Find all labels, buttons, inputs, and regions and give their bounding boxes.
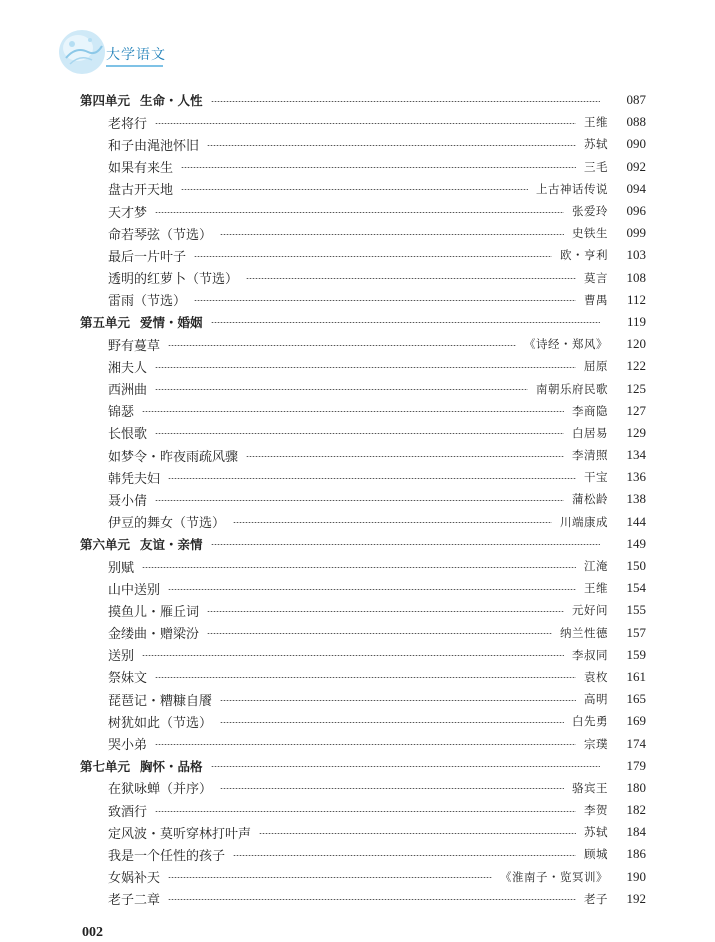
entry-author: 三毛	[584, 159, 608, 174]
toc-entry[interactable]	[80, 843, 646, 865]
entry-title: 命若琴弦（节选）	[108, 227, 213, 243]
entry-author: 史铁生	[572, 226, 608, 241]
toc-entry[interactable]	[80, 821, 646, 843]
page-ref: 159	[626, 646, 646, 662]
unit-heading	[80, 91, 203, 109]
entry-author: 李贺	[584, 803, 608, 818]
dot-leader	[220, 788, 564, 789]
dot-leader	[168, 345, 516, 346]
entry-author: 李商隐	[572, 403, 608, 418]
entry-title: 伊豆的舞女（节选）	[108, 516, 226, 532]
dot-leader	[168, 899, 576, 900]
entry-title: 在狱咏蝉（并序）	[108, 782, 213, 798]
page-ref: 129	[626, 424, 646, 440]
toc-entry[interactable]	[80, 710, 646, 732]
entry-title: 摸鱼儿・雁丘词	[108, 604, 200, 620]
entry-author: 南朝乐府民歌	[536, 381, 608, 396]
unit-number: 第四单元	[80, 93, 131, 109]
dot-leader	[211, 322, 600, 323]
dot-leader	[155, 500, 564, 501]
entry-title: 山中送别	[108, 582, 161, 598]
toc-entry[interactable]	[80, 289, 646, 311]
toc-unit-heading[interactable]	[80, 89, 646, 111]
dot-leader	[259, 833, 576, 834]
entry-title: 致酒行	[108, 804, 148, 820]
entry-title: 如梦令・昨夜雨疏风骤	[108, 449, 239, 465]
dot-leader	[168, 589, 576, 590]
entry-title: 老子二章	[108, 893, 161, 909]
toc-entry[interactable]	[80, 577, 646, 599]
page-ref: 120	[626, 336, 646, 352]
toc-entry[interactable]	[80, 444, 646, 466]
entry-title: 盘古开天地	[108, 183, 174, 199]
toc-entry[interactable]	[80, 666, 646, 688]
entry-title: 野有蔓草	[108, 338, 161, 354]
page-ref: 150	[626, 558, 646, 574]
entry-author: 《诗经・郑风》	[524, 337, 608, 352]
dot-leader	[142, 655, 564, 656]
entry-author: 王维	[584, 115, 608, 130]
entry-title: 老将行	[108, 116, 148, 132]
page-ref: 134	[626, 447, 646, 463]
entry-title: 韩凭夫妇	[108, 471, 161, 487]
dot-leader	[142, 567, 576, 568]
entry-author: 干宝	[584, 470, 608, 485]
page-ref: 119	[626, 313, 646, 329]
entry-author: 高明	[584, 692, 608, 707]
entry-author: 顾城	[584, 847, 608, 862]
entry-author: 李清照	[572, 448, 608, 463]
page-ref: 149	[626, 535, 646, 551]
entry-author: 欧・亨利	[560, 248, 608, 263]
toc-entry[interactable]	[80, 866, 646, 888]
dot-leader	[207, 633, 552, 634]
toc-entry[interactable]	[80, 622, 646, 644]
unit-title: 友谊・亲情	[140, 536, 203, 552]
page-ref: 099	[626, 225, 646, 241]
page-ref: 090	[626, 136, 646, 152]
entry-title: 树犹如此（节选）	[108, 715, 213, 731]
toc-entry[interactable]	[80, 200, 646, 222]
dot-leader	[155, 811, 576, 812]
page-ref: 169	[626, 713, 646, 729]
page-ref: 087	[626, 92, 646, 108]
toc-entry[interactable]	[80, 555, 646, 577]
toc-entry[interactable]	[80, 355, 646, 377]
entry-title: 长恨歌	[108, 427, 148, 443]
page-ref: 096	[626, 203, 646, 219]
toc-entry[interactable]	[80, 599, 646, 621]
dot-leader	[155, 367, 576, 368]
page-ref: 122	[626, 358, 646, 374]
page-ref: 125	[626, 380, 646, 396]
page-ref: 157	[626, 624, 646, 640]
unit-title: 胸怀・品格	[140, 758, 203, 774]
entry-title: 我是一个任性的孩子	[108, 848, 226, 864]
entry-title: 金缕曲・赠梁汾	[108, 627, 200, 643]
entry-title: 祭妹文	[108, 671, 148, 687]
dot-leader	[207, 611, 564, 612]
toc-entry[interactable]	[80, 111, 646, 133]
dot-leader	[211, 766, 600, 767]
entry-title: 定风波・莫听穿林打叶声	[108, 826, 252, 842]
entry-title: 聂小倩	[108, 493, 148, 509]
page-ref: 155	[626, 602, 646, 618]
toc-entry[interactable]	[80, 222, 646, 244]
toc-entry[interactable]	[80, 156, 646, 178]
book-logo-icon	[58, 28, 108, 76]
page-ref: 088	[626, 114, 646, 130]
entry-author: 蒲松龄	[572, 492, 608, 507]
entry-title: 女娲补天	[108, 871, 161, 887]
toc-entry[interactable]	[80, 244, 646, 266]
dot-leader	[220, 722, 564, 723]
page-ref: 179	[626, 757, 646, 773]
toc-unit-heading[interactable]	[80, 311, 646, 333]
toc-entry[interactable]	[80, 133, 646, 155]
dot-leader	[155, 212, 564, 213]
entry-author: 曹禺	[584, 292, 608, 307]
entry-author: 白先勇	[572, 714, 608, 729]
toc-entry[interactable]	[80, 488, 646, 510]
entry-author: 元好问	[572, 603, 608, 618]
brand-underline	[106, 65, 163, 67]
entry-title: 雷雨（节选）	[108, 294, 187, 310]
dot-leader	[155, 389, 528, 390]
page-ref: 136	[626, 469, 646, 485]
entry-author: 白居易	[572, 425, 608, 440]
unit-heading	[80, 757, 203, 775]
entry-author: 屈原	[584, 359, 608, 374]
entry-author: 纳兰性德	[560, 625, 608, 640]
unit-number: 第五单元	[80, 314, 131, 330]
entry-title: 最后一片叶子	[108, 249, 187, 265]
page-ref: 154	[626, 580, 646, 596]
page-ref: 180	[626, 779, 646, 795]
entry-author: 莫言	[584, 270, 608, 285]
toc-entry[interactable]	[80, 777, 646, 799]
toc-entry[interactable]	[80, 422, 646, 444]
dot-leader	[220, 700, 576, 701]
toc-entry[interactable]	[80, 178, 646, 200]
page-ref: 192	[626, 890, 646, 906]
toc-unit-heading[interactable]	[80, 755, 646, 777]
dot-leader	[168, 478, 576, 479]
dot-leader	[168, 877, 492, 878]
dot-leader	[246, 278, 576, 279]
toc-entry[interactable]	[80, 888, 646, 910]
entry-author: 王维	[584, 581, 608, 596]
unit-number: 第七单元	[80, 758, 131, 774]
entry-author: 苏轼	[584, 825, 608, 840]
entry-author: 宗璞	[584, 736, 608, 751]
page-ref: 108	[626, 269, 646, 285]
toc-entry[interactable]	[80, 377, 646, 399]
page-ref: 182	[626, 802, 646, 818]
page-ref: 184	[626, 824, 646, 840]
unit-heading	[80, 535, 203, 553]
page-ref: 190	[626, 868, 646, 884]
page-ref: 112	[626, 291, 646, 307]
entry-author: 上古神话传说	[536, 181, 608, 196]
toc-unit-heading[interactable]	[80, 533, 646, 555]
toc-entry[interactable]	[80, 799, 646, 821]
toc-entry[interactable]	[80, 688, 646, 710]
dot-leader	[211, 101, 600, 102]
dot-leader	[233, 522, 552, 523]
page-ref: 127	[626, 402, 646, 418]
page-number: 002	[82, 925, 103, 940]
page-ref: 094	[626, 180, 646, 196]
dot-leader	[155, 744, 576, 745]
entry-title: 天才梦	[108, 205, 148, 221]
page-ref: 103	[626, 247, 646, 263]
entry-author: 张爱玲	[572, 204, 608, 219]
entry-title: 湘夫人	[108, 360, 148, 376]
toc-entry[interactable]	[80, 333, 646, 355]
dot-leader	[155, 433, 564, 434]
dot-leader	[220, 234, 564, 235]
toc-entry[interactable]	[80, 400, 646, 422]
dot-leader	[155, 677, 576, 678]
dot-leader	[194, 256, 552, 257]
book-title: 大学语文	[106, 47, 166, 63]
table-of-contents	[80, 89, 646, 910]
entry-author: 李叔同	[572, 647, 608, 662]
entry-title: 送别	[108, 649, 135, 665]
entry-title: 哭小弟	[108, 738, 148, 754]
entry-author: 江淹	[584, 559, 608, 574]
unit-title: 爱情・婚姻	[140, 314, 203, 330]
entry-author: 老子	[584, 891, 608, 906]
page-ref: 186	[626, 846, 646, 862]
page-ref: 161	[626, 668, 646, 684]
unit-title: 生命・人性	[140, 93, 203, 109]
unit-heading	[80, 313, 203, 331]
page-ref: 092	[626, 158, 646, 174]
entry-title: 透明的红萝卜（节选）	[108, 272, 239, 288]
dot-leader	[155, 123, 576, 124]
toc-entry[interactable]	[80, 267, 646, 289]
entry-author: 骆宾王	[572, 780, 608, 795]
dot-leader	[233, 855, 576, 856]
dot-leader	[181, 189, 528, 190]
toc-entry[interactable]	[80, 466, 646, 488]
entry-title: 和子由渑池怀旧	[108, 138, 200, 154]
toc-entry[interactable]	[80, 644, 646, 666]
entry-title: 如果有来生	[108, 161, 174, 177]
dot-leader	[211, 544, 600, 545]
entry-author: 《淮南子・览冥训》	[500, 869, 608, 884]
dot-leader	[207, 145, 576, 146]
page-ref: 144	[626, 513, 646, 529]
dot-leader	[142, 411, 564, 412]
entry-title: 琵琶记・糟糠自餍	[108, 693, 213, 709]
toc-entry[interactable]	[80, 732, 646, 754]
unit-number: 第六单元	[80, 536, 131, 552]
entry-title: 锦瑟	[108, 405, 135, 421]
entry-author: 袁枚	[584, 669, 608, 684]
dot-leader	[194, 300, 576, 301]
toc-entry[interactable]	[80, 511, 646, 533]
entry-title: 别赋	[108, 560, 135, 576]
page-ref: 165	[626, 691, 646, 707]
dot-leader	[181, 167, 576, 168]
entry-title: 西洲曲	[108, 383, 148, 399]
dot-leader	[246, 456, 564, 457]
page-ref: 138	[626, 491, 646, 507]
page-ref: 174	[626, 735, 646, 751]
entry-author: 川端康成	[560, 514, 608, 529]
entry-author: 苏轼	[584, 137, 608, 152]
